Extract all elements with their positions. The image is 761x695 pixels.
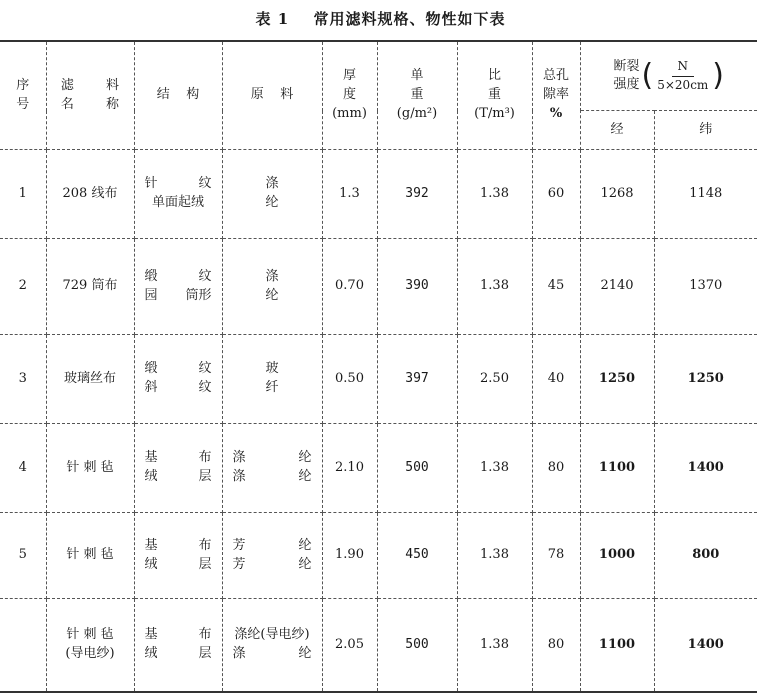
table-row — [0, 424, 757, 513]
row-warp: 1100 — [580, 424, 654, 513]
row-porosity: 45 — [532, 239, 580, 335]
header-weft: 纬 — [654, 111, 757, 150]
row-specific-gravity: 1.38 — [457, 239, 532, 335]
row-warp: 2140 — [580, 239, 654, 335]
header-specific-gravity: 比 重 (T/m³) — [457, 41, 532, 150]
table-row — [0, 513, 757, 599]
row-unit-weight: 450 — [377, 513, 457, 599]
row-warp: 1000 — [580, 513, 654, 599]
row-specific-gravity: 1.38 — [457, 513, 532, 599]
row-thickness: 1.90 — [322, 513, 377, 599]
row-weft: 1148 — [654, 150, 757, 239]
table-caption: 常用滤料规格、物性如下表 — [313, 10, 506, 28]
table-title — [0, 8, 761, 29]
row-unit-weight: 500 — [377, 424, 457, 513]
row-seq: 3 — [0, 335, 46, 424]
table-row — [0, 150, 757, 239]
row-name: 针 刺 毡 (导电纱) — [46, 599, 134, 693]
header-thickness: 厚 度 (mm) — [322, 41, 377, 150]
row-weft: 1370 — [654, 239, 757, 335]
header-porosity: 总孔 隙率 % — [532, 41, 580, 150]
row-porosity: 80 — [532, 599, 580, 693]
row-porosity: 78 — [532, 513, 580, 599]
row-specific-gravity: 1.38 — [457, 150, 532, 239]
left-paren: ( — [641, 58, 654, 93]
table-number: 表 1 — [255, 10, 290, 28]
row-structure: 基 布 绒 层 — [134, 513, 222, 599]
row-seq: 2 — [0, 239, 46, 335]
row-name: 729 筒布 — [46, 239, 134, 335]
row-porosity: 40 — [532, 335, 580, 424]
row-material: 涤 纶 — [222, 150, 322, 239]
row-material: 芳 纶 芳 纶 — [222, 513, 322, 599]
row-warp: 1250 — [580, 335, 654, 424]
row-thickness: 0.70 — [322, 239, 377, 335]
right-paren: ) — [712, 58, 725, 93]
row-thickness: 0.50 — [322, 335, 377, 424]
row-specific-gravity: 1.38 — [457, 599, 532, 693]
row-seq: 1 — [0, 150, 46, 239]
strength-unit-fraction: $\frac{N}{5\times 20cm}$ — [657, 59, 709, 92]
row-name: 玻璃丝布 — [46, 335, 134, 424]
row-specific-gravity: 2.50 — [457, 335, 532, 424]
row-seq: 5 — [0, 513, 46, 599]
row-structure: 基 布 绒 层 — [134, 599, 222, 693]
header-structure: 结 构 — [134, 41, 222, 150]
row-unit-weight: 500 — [377, 599, 457, 693]
row-structure: 缎 纹 斜 纹 — [134, 335, 222, 424]
row-weft: 1400 — [654, 599, 757, 693]
row-seq — [0, 599, 46, 693]
row-thickness: 1.3 — [322, 150, 377, 239]
row-seq: 4 — [0, 424, 46, 513]
header-unit-weight: 单 重 (g/m²) — [377, 41, 457, 150]
row-unit-weight: 390 — [377, 239, 457, 335]
row-structure: 基 布 绒 层 — [134, 424, 222, 513]
row-name: 针 刺 毡 — [46, 513, 134, 599]
table-row — [0, 239, 757, 335]
header-material: 原 料 — [222, 41, 322, 150]
row-structure: 缎 纹 园 筒形 — [134, 239, 222, 335]
row-warp: 1268 — [580, 150, 654, 239]
row-thickness: 2.05 — [322, 599, 377, 693]
row-thickness: 2.10 — [322, 424, 377, 513]
header-warp: 经 — [580, 111, 654, 150]
row-unit-weight: 397 — [377, 335, 457, 424]
row-material: 涤 纶 — [222, 239, 322, 335]
row-porosity: 80 — [532, 424, 580, 513]
table-body — [0, 150, 757, 693]
row-weft: 800 — [654, 513, 757, 599]
row-weft: 1400 — [654, 424, 757, 513]
header-seq: 序 号 — [0, 41, 46, 150]
row-name: 针 刺 毡 — [46, 424, 134, 513]
row-material: 玻 纤 — [222, 335, 322, 424]
row-name: 208 线布 — [46, 150, 134, 239]
table-row — [0, 599, 757, 693]
row-specific-gravity: 1.38 — [457, 424, 532, 513]
table-row — [0, 335, 757, 424]
row-material: 涤纶(导电纱) 涤 纶 — [222, 599, 322, 693]
row-warp: 1100 — [580, 599, 654, 693]
filter-spec-table — [0, 40, 757, 693]
header-row — [0, 41, 757, 111]
row-weft: 1250 — [654, 335, 757, 424]
header-name: 滤 料 名 称 — [46, 41, 134, 150]
header-strength: 断裂 强度 ( $\frac{N}{5\times 20cm}$ ) — [580, 41, 757, 111]
row-unit-weight: 392 — [377, 150, 457, 239]
row-material: 涤 纶 涤 纶 — [222, 424, 322, 513]
row-porosity: 60 — [532, 150, 580, 239]
row-structure: 针 纹 单面起绒 — [134, 150, 222, 239]
